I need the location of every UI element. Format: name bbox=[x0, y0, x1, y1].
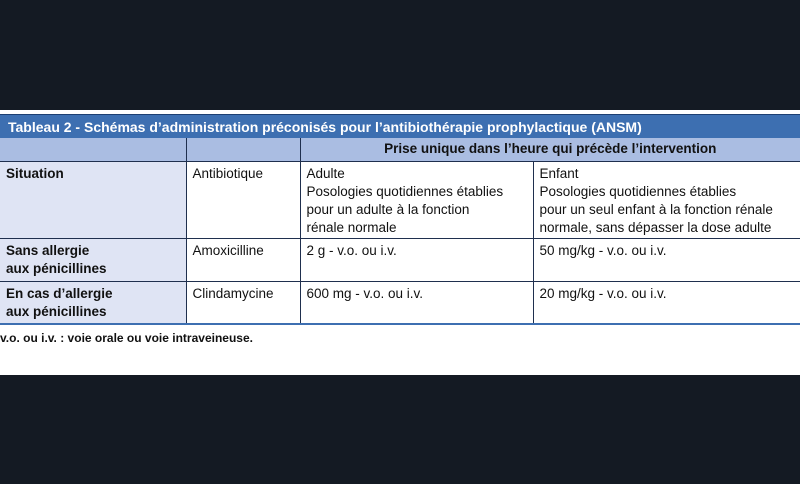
header-empty-cell-1 bbox=[0, 138, 186, 161]
situation-label: Situation bbox=[0, 161, 186, 238]
document-sheet bbox=[0, 110, 800, 375]
adult-dose-cell: 2 g - v.o. ou i.v. bbox=[300, 238, 533, 281]
child-dose-cell: 20 mg/kg - v.o. ou i.v. bbox=[533, 281, 800, 324]
table-row bbox=[0, 238, 800, 281]
table-header-row bbox=[0, 138, 800, 161]
situation-line: aux pénicillines bbox=[6, 303, 107, 319]
adulte-line: rénale normale bbox=[306, 219, 397, 235]
antibiotic-table bbox=[0, 138, 800, 325]
adult-dose-cell: 600 mg - v.o. ou i.v. bbox=[300, 281, 533, 324]
situation-line: En cas d’allergie bbox=[6, 285, 113, 301]
situation-cell bbox=[0, 281, 186, 324]
child-dose-cell: 50 mg/kg - v.o. ou i.v. bbox=[533, 238, 800, 281]
antibiotic-cell: Clindamycine bbox=[186, 281, 300, 324]
situation-cell bbox=[0, 238, 186, 281]
antibiotique-label: Antibiotique bbox=[186, 161, 300, 238]
adulte-line: pour un adulte à la fonction bbox=[306, 201, 470, 217]
enfant-line: pour un seul enfant à la fonction rénale bbox=[539, 201, 773, 217]
adulte-cell bbox=[300, 161, 533, 238]
header-empty-cell-2 bbox=[186, 138, 300, 161]
table-title: Tableau 2 - Schémas d’administration préconisés pour l’antibiothérapie prophylactique (ANSM) bbox=[0, 114, 800, 138]
table-footnote: v.o. ou i.v. : voie orale ou voie intraveineuse. bbox=[0, 331, 253, 345]
span-header: Prise unique dans l’heure qui précède l’intervention bbox=[300, 138, 800, 161]
enfant-cell bbox=[533, 161, 800, 238]
enfant-line: Posologies quotidiennes établies bbox=[539, 183, 737, 199]
adulte-heading: Adulte bbox=[306, 165, 345, 181]
adulte-line: Posologies quotidiennes établies bbox=[306, 183, 504, 199]
enfant-line: normale, sans dépasser la dose adulte bbox=[539, 219, 772, 235]
situation-line: aux pénicillines bbox=[6, 260, 107, 276]
situation-line: Sans allergie bbox=[6, 242, 90, 258]
antibiotic-cell: Amoxicilline bbox=[186, 238, 300, 281]
table-row bbox=[0, 281, 800, 324]
table-row bbox=[0, 161, 800, 238]
enfant-heading: Enfant bbox=[539, 165, 579, 181]
